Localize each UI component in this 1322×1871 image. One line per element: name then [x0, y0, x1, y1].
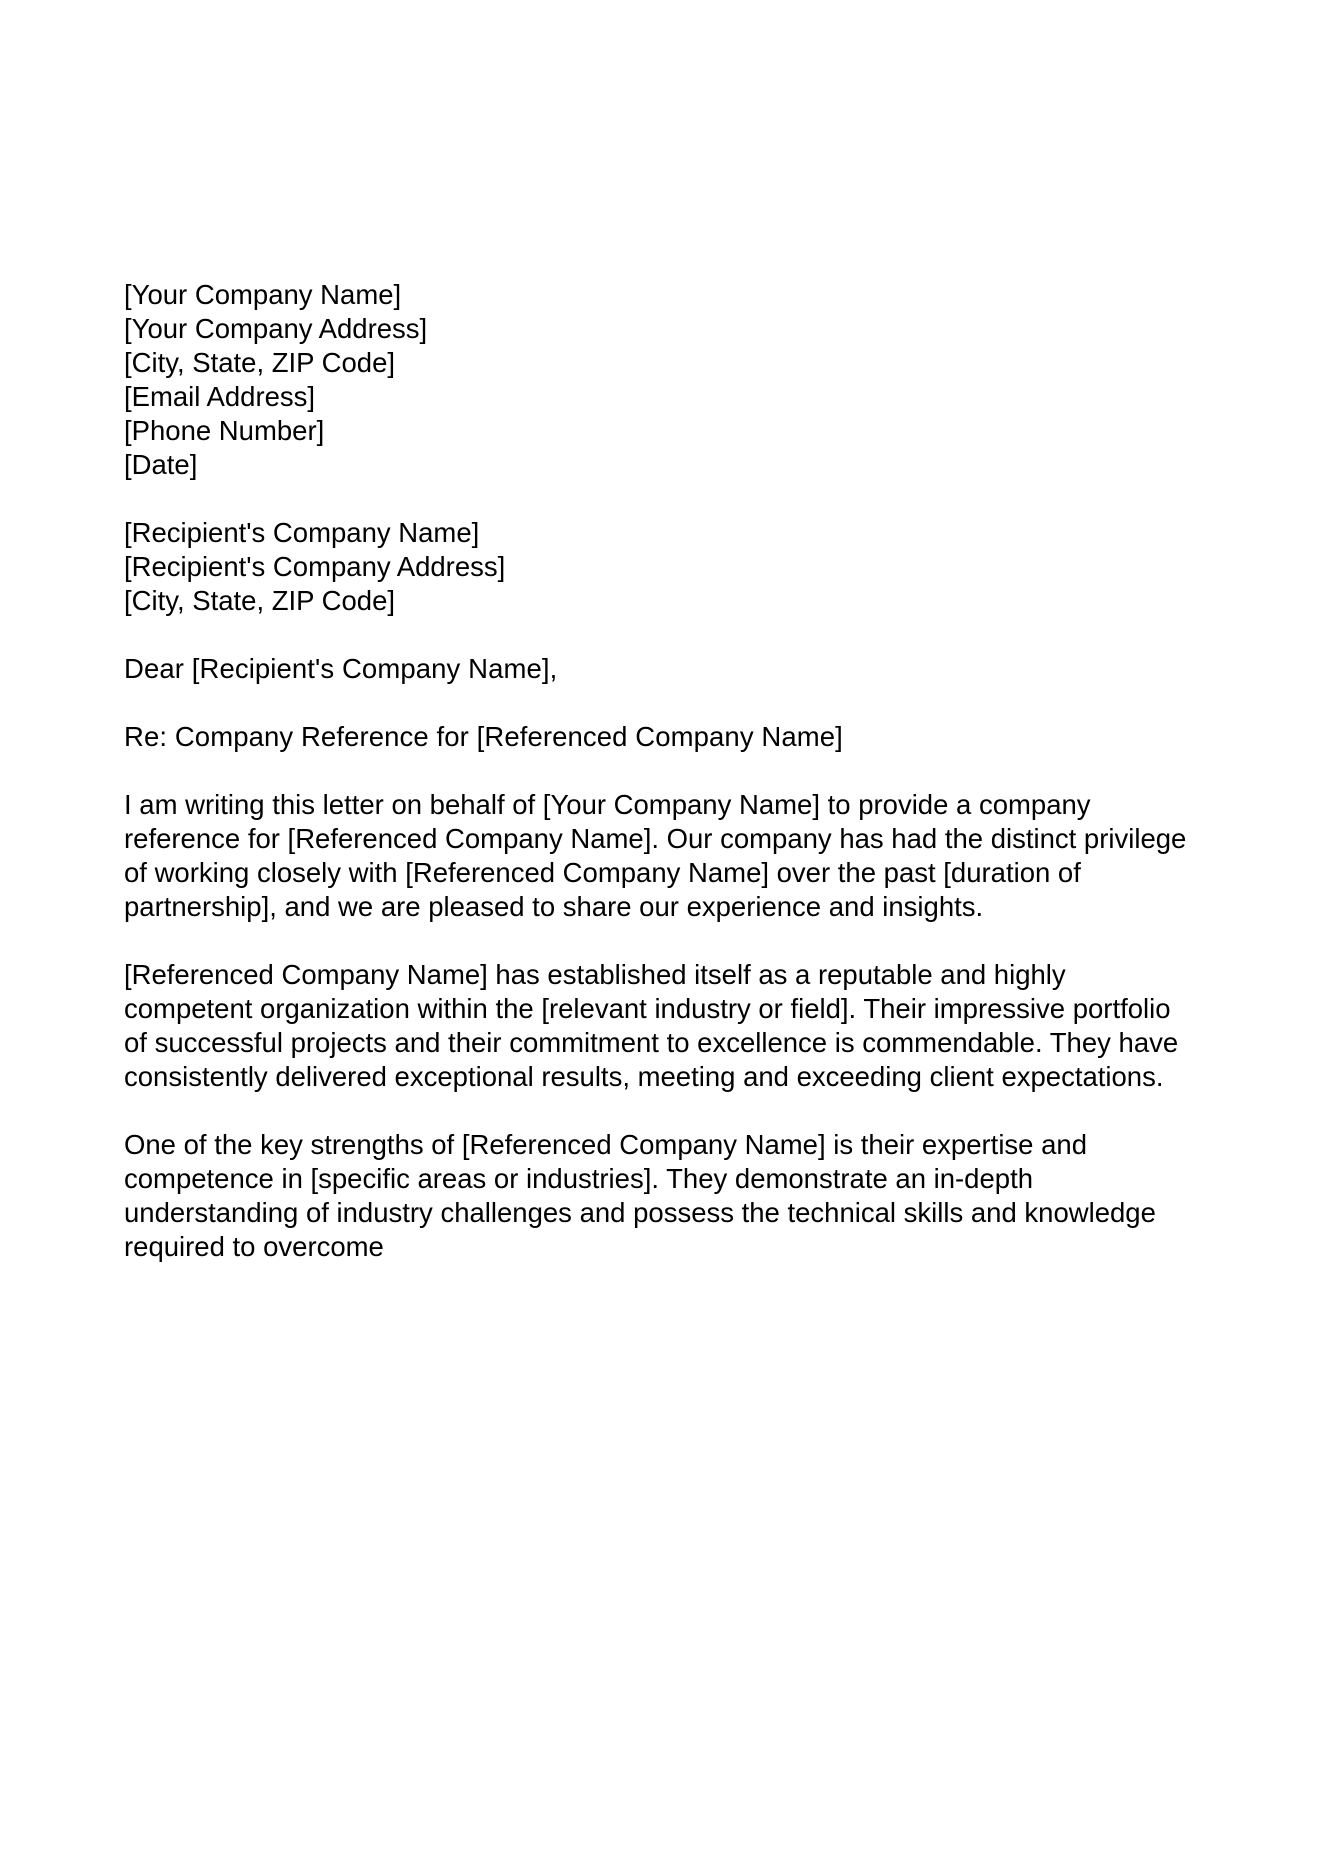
sender-company-address: [Your Company Address] [124, 313, 428, 344]
sender-address-block [124, 278, 1194, 482]
letter-date: [Date] [124, 449, 198, 480]
letter-body [124, 278, 1194, 1264]
spacer-after-subject-line [124, 754, 1194, 788]
recipient-address-block [124, 516, 1194, 618]
recipient-city-state-zip: [City, State, ZIP Code] [124, 585, 396, 616]
spacer-after-sender-block [124, 482, 1194, 516]
spacer-after-paragraph-1 [124, 924, 1194, 958]
spacer-after-paragraph-2 [124, 1094, 1194, 1128]
subject-line: Re: Company Reference for [Referenced Company Name] [124, 721, 843, 752]
body-paragraph-2: [Referenced Company Name] has established itself as a reputable and highly competent organization within the [relevant industry or field]. Their impressive portfolio of successful projects and their commitment to excellence is commendable. They have consistently delivered exceptional results, meeting and exceeding client expectations. [124, 959, 1179, 1092]
spacer-after-salutation [124, 686, 1194, 720]
sender-company-name: [Your Company Name] [124, 279, 402, 310]
sender-email-address: [Email Address] [124, 381, 316, 412]
salutation: Dear [Recipient's Company Name], [124, 653, 558, 684]
body-paragraph-1: I am writing this letter on behalf of [Your Company Name] to provide a company reference for [Referenced Company Name]. Our company has had the distinct privilege of working closely with [Referenced Company Name] over the past [duration of partnership], and we are pleased to share our experience and insights. [124, 789, 1187, 922]
recipient-company-address: [Recipient's Company Address] [124, 551, 506, 582]
sender-phone-number: [Phone Number] [124, 415, 325, 446]
recipient-company-name: [Recipient's Company Name] [124, 517, 480, 548]
spacer-after-recipient-block [124, 618, 1194, 652]
sender-city-state-zip: [City, State, ZIP Code] [124, 347, 396, 378]
body-paragraph-3: One of the key strengths of [Referenced Company Name] is their expertise and competence in [specific areas or industries]. They demonstrate an in-depth understanding of industry challenges and possess the technical skills and knowledge required to overcome [124, 1129, 1156, 1262]
